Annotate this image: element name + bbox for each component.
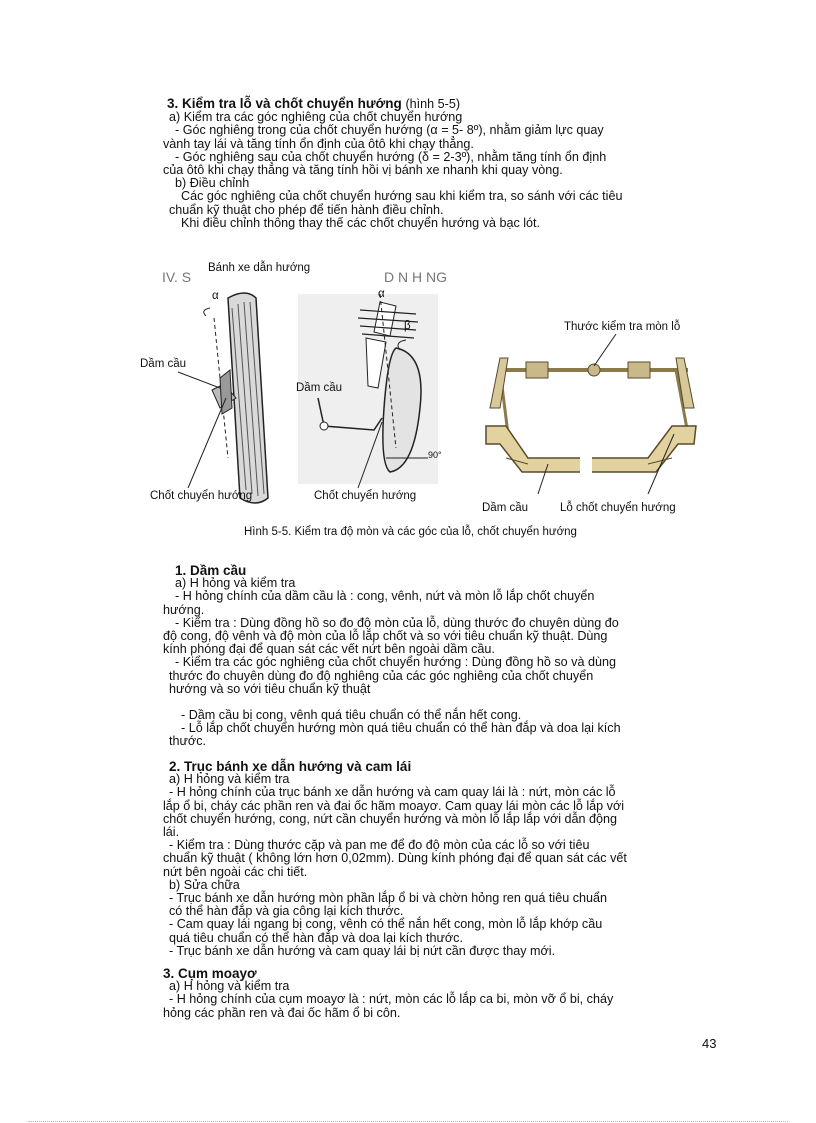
- section-axle-beam: [163, 564, 723, 749]
- section-heading: 3. Cụm moayơ: [163, 966, 257, 981]
- paragraph-line: độ cong, độ vênh và độ mòn của lỗ lắp chốt và so với tiêu chuẩn kỹ thuật. Dùng: [163, 629, 608, 644]
- subheading-a: a) H hỏng và kiểm tra: [169, 979, 290, 994]
- figure-5-5: [128, 258, 718, 543]
- paragraph-line: quá tiêu chuẩn có thể hàn đắp và doa lại kích thước.: [169, 930, 463, 945]
- paragraph-line: - Góc nghiêng trong của chốt chuyển hướng (α = 5- 8º), nhằm giảm lực quay: [175, 123, 604, 138]
- heading-text: Kiểm tra lỗ và chốt chuyển hướng: [182, 96, 402, 111]
- paragraph-line: nứt bên ngoài các chi tiết.: [163, 864, 308, 879]
- paragraph-line: - Trục bánh xe dẫn hướng và cam quay lái bị nứt cần được thay mới.: [169, 943, 556, 958]
- label-kingpin-middle: Chốt chuyển hướng: [314, 490, 417, 502]
- paragraph-line: thước đo chuyên dùng đo độ nghiêng của các góc nghiêng của chốt chuyển: [169, 668, 594, 683]
- label-axle-beam-left: Dầm cầu: [140, 358, 187, 370]
- paragraph-line: lái.: [163, 825, 180, 840]
- label-alpha-left: α: [212, 290, 219, 302]
- page-number: 43: [702, 1036, 717, 1051]
- paragraph-line: Các góc nghiêng của chốt chuyển hướng sau khi kiểm tra, so sánh với các tiêu: [181, 189, 623, 204]
- paragraph-line: của ôtô khi chạy thẳng và tăng tính hồi vị bánh xe nhanh khi quay vòng.: [163, 163, 563, 178]
- paragraph-line: - Góc nghiêng sau của chốt chuyển hướng (δ = 2-3º), nhằm tăng tính ổn định: [175, 149, 607, 164]
- label-kingpin-left: Chốt chuyển hướng: [150, 490, 253, 502]
- label-axle-beam-middle: Dầm cầu: [296, 382, 343, 394]
- label-alpha-middle: α: [378, 288, 385, 300]
- subheading-b: b) Sửa chữa: [169, 877, 240, 892]
- gauge-diagram-right: [486, 334, 696, 494]
- heading-number: 3.: [167, 96, 179, 111]
- paragraph-line: chuẩn kỹ thuật cho phép để tiến hành điều chỉnh.: [169, 202, 444, 217]
- heading-figure-ref: (hình 5-5): [405, 97, 461, 111]
- section-steering-axle-cam: [163, 760, 723, 958]
- label-axle-beam-right: Dầm cầu: [482, 502, 529, 514]
- paragraph-line: - Cam quay lái ngang bị cong, vênh có thể nắn hết cong, mòn lỗ lắp khớp cầu: [169, 917, 603, 932]
- subheading-a: a) H hỏng và kiểm tra: [175, 576, 296, 591]
- label-90-degrees: 90°: [428, 450, 442, 460]
- section-check-kingpin: [163, 97, 723, 230]
- paragraph-line: Khi điều chỉnh thông thay thế các chốt chuyển hướng và bạc lót.: [181, 215, 541, 230]
- paragraph-line: - H hỏng chính của trục bánh xe dẫn hướng và cam quay lái là : nứt, mòn các lỗ: [169, 785, 616, 800]
- paragraph-line: vành tay lái và tăng tính ổn định của ôtô khi chạy thẳng.: [163, 136, 474, 151]
- section-heading: [163, 97, 723, 111]
- paragraph-line: - Trục bánh xe dẫn hướng mòn phần lắp ổ bi và chờn hỏng ren quá tiêu chuẩn: [169, 891, 608, 906]
- svg-text:D N H NG: D N H NG: [384, 269, 447, 285]
- paragraph-line: thước.: [169, 734, 206, 749]
- section-heading: 1. Dầm cầu: [175, 563, 247, 578]
- paragraph-line: - Kiểm tra các góc nghiêng của chốt chuyển hướng : Dùng đồng hồ so và dùng: [175, 655, 616, 670]
- wheel-diagram-left: [178, 293, 268, 503]
- footer-rule: [28, 1121, 788, 1122]
- section-hub-assembly: [163, 967, 723, 1020]
- paragraph-line: - H hỏng chính của cụm moayơ là : nứt, mòn các lỗ lắp ca bi, mòn vỡ ổ bi, cháy: [169, 992, 614, 1007]
- label-kingpin-hole: Lỗ chốt chuyển hướng: [560, 502, 676, 514]
- figure-caption: Hình 5-5. Kiểm tra độ mòn và các góc của lỗ, chốt chuyển hướng: [244, 526, 577, 538]
- label-beta: β: [404, 320, 411, 332]
- paragraph-line: - H hỏng chính của dầm cầu là : cong, vênh, nứt và mòn lỗ lắp chốt chuyển: [175, 589, 595, 604]
- subheading-a: a) H hỏng và kiểm tra: [169, 772, 290, 787]
- label-steering-wheel: Bánh xe dẫn hướng: [208, 262, 311, 274]
- label-wear-gauge: Thước kiểm tra mòn lỗ: [564, 321, 681, 333]
- paragraph-line: có thể hàn đắp và gia công lại kích thước.: [169, 904, 404, 919]
- paragraph-line: lắp ổ bi, cháy các phần ren và đai ốc hãm moayơ. Cam quay lái mòn các lỗ lắp với: [163, 798, 625, 813]
- subheading-b: b) Điều chỉnh: [175, 176, 250, 191]
- paragraph-line: hướng và so với tiêu chuẩn kỹ thuật: [169, 681, 371, 696]
- subheading-a: a) Kiểm tra các góc nghiêng của chốt chuyển hướng: [169, 110, 463, 125]
- paragraph-line: chốt chuyển hướng, cong, nứt cần chuyển hướng và mòn lỗ lắp lắp với dẫn động: [163, 811, 618, 826]
- paragraph-line: chuẩn kỹ thuật ( không lớn hơn 0,02mm). Dùng kính phóng đại để quan sát các vết: [163, 851, 627, 866]
- svg-text:IV. S: IV. S: [162, 269, 192, 285]
- section-heading: 2. Trục bánh xe dẫn hướng và cam lái: [169, 759, 412, 774]
- paragraph-line: - Dầm cầu bị cong, vênh quá tiêu chuẩn có thể nắn hết cong.: [181, 708, 522, 723]
- paragraph-line: hỏng các phần ren và đai ốc hãm ổ bi côn.: [163, 1005, 401, 1020]
- paragraph-line: - Kiểm tra : Dùng đồng hồ so đo độ mòn của lỗ, dùng thước đo chuyên dùng đo: [175, 615, 619, 630]
- paragraph-line: kính phóng đại để quan sát các vết nứt bên ngoài dầm cầu.: [163, 642, 495, 657]
- paragraph-line: hướng.: [163, 602, 205, 617]
- paragraph-line: - Kiểm tra : Dùng thước cặp và pan me để đo độ mòn của các lỗ so với tiêu: [169, 838, 590, 853]
- paragraph-line: - Lỗ lắp chốt chuyển hướng mòn quá tiêu chuẩn có thể hàn đắp và doa lại kích: [181, 721, 621, 736]
